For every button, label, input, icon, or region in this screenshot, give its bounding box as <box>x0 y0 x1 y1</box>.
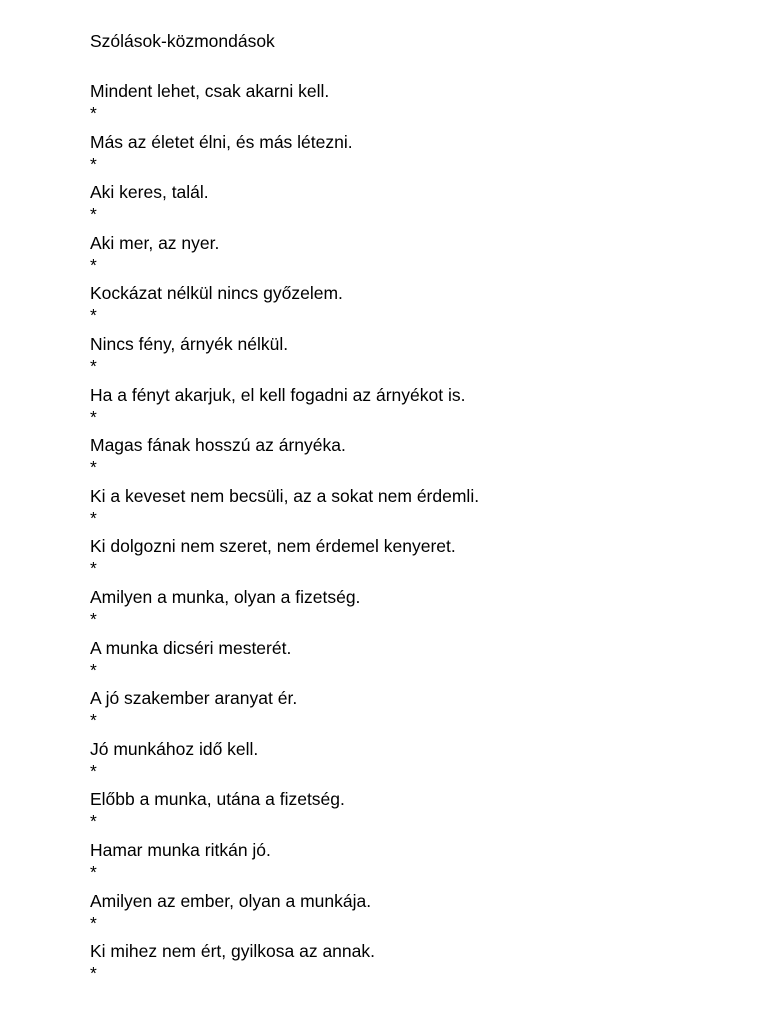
proverb-text: Nincs fény, árnyék nélkül. <box>90 333 289 354</box>
proverb-text: Ki dolgozni nem szeret, nem érdemel kenyeret. <box>90 536 456 557</box>
proverb-entry <box>90 637 730 688</box>
proverb-entry <box>90 181 730 232</box>
proverb-list <box>90 80 730 991</box>
proverb-entry <box>90 434 730 485</box>
separator-asterisk: * <box>90 912 97 933</box>
separator-asterisk: * <box>90 204 97 225</box>
separator-asterisk: * <box>90 861 97 882</box>
proverb-entry <box>90 232 730 283</box>
proverb-text: A jó szakember aranyat ér. <box>90 688 298 709</box>
separator-asterisk: * <box>90 103 97 123</box>
proverb-entry <box>90 687 730 738</box>
proverb-entry <box>90 485 730 536</box>
proverb-entry <box>90 940 730 991</box>
proverb-text: Kockázat nélkül nincs győzelem. <box>90 283 343 304</box>
proverb-text: Ha a fényt akarjuk, el kell fogadni az árnyékot is. <box>90 384 466 405</box>
separator-asterisk: * <box>90 608 97 629</box>
proverb-entry <box>90 282 730 333</box>
proverb-text: Mindent lehet, csak akarni kell. <box>90 81 330 101</box>
separator-asterisk: * <box>90 153 97 174</box>
document-page <box>90 30 730 991</box>
separator-asterisk: * <box>90 659 97 680</box>
separator-asterisk: * <box>90 305 97 326</box>
separator-asterisk: * <box>90 406 97 427</box>
separator-asterisk: * <box>90 811 97 832</box>
proverb-entry <box>90 839 730 890</box>
separator-asterisk: * <box>90 558 97 579</box>
separator-asterisk: * <box>90 963 97 984</box>
proverb-entry <box>90 535 730 586</box>
proverb-text: Ki mihez nem ért, gyilkosa az annak. <box>90 941 375 962</box>
proverb-text: Más az életet élni, és más létezni. <box>90 131 353 152</box>
separator-asterisk: * <box>90 710 97 731</box>
proverb-entry <box>90 788 730 839</box>
proverb-entry <box>90 80 730 131</box>
proverb-text: Aki keres, talál. <box>90 182 209 203</box>
proverb-text: Előbb a munka, utána a fizetség. <box>90 789 345 810</box>
separator-asterisk: * <box>90 355 97 376</box>
proverb-text: Hamar munka ritkán jó. <box>90 839 271 860</box>
proverb-entry <box>90 333 730 384</box>
proverb-text: Ki a keveset nem becsüli, az a sokat nem érdemli. <box>90 485 480 506</box>
proverb-text: Amilyen az ember, olyan a munkája. <box>90 890 372 911</box>
proverb-text: Amilyen a munka, olyan a fizetség. <box>90 586 361 607</box>
proverb-text: Magas fának hosszú az árnyéka. <box>90 435 346 456</box>
proverb-text: Jó munkához idő kell. <box>90 738 259 759</box>
proverb-entry <box>90 890 730 941</box>
proverb-text: Aki mer, az nyer. <box>90 232 220 253</box>
proverb-entry <box>90 131 730 182</box>
separator-asterisk: * <box>90 507 97 528</box>
proverb-entry <box>90 586 730 637</box>
separator-asterisk: * <box>90 760 97 781</box>
proverb-entry <box>90 738 730 789</box>
document-title: Szólások-közmondások <box>90 31 275 51</box>
proverb-text: A munka dicséri mesterét. <box>90 637 292 658</box>
separator-asterisk: * <box>90 254 97 275</box>
separator-asterisk: * <box>90 457 97 478</box>
proverb-entry <box>90 384 730 435</box>
